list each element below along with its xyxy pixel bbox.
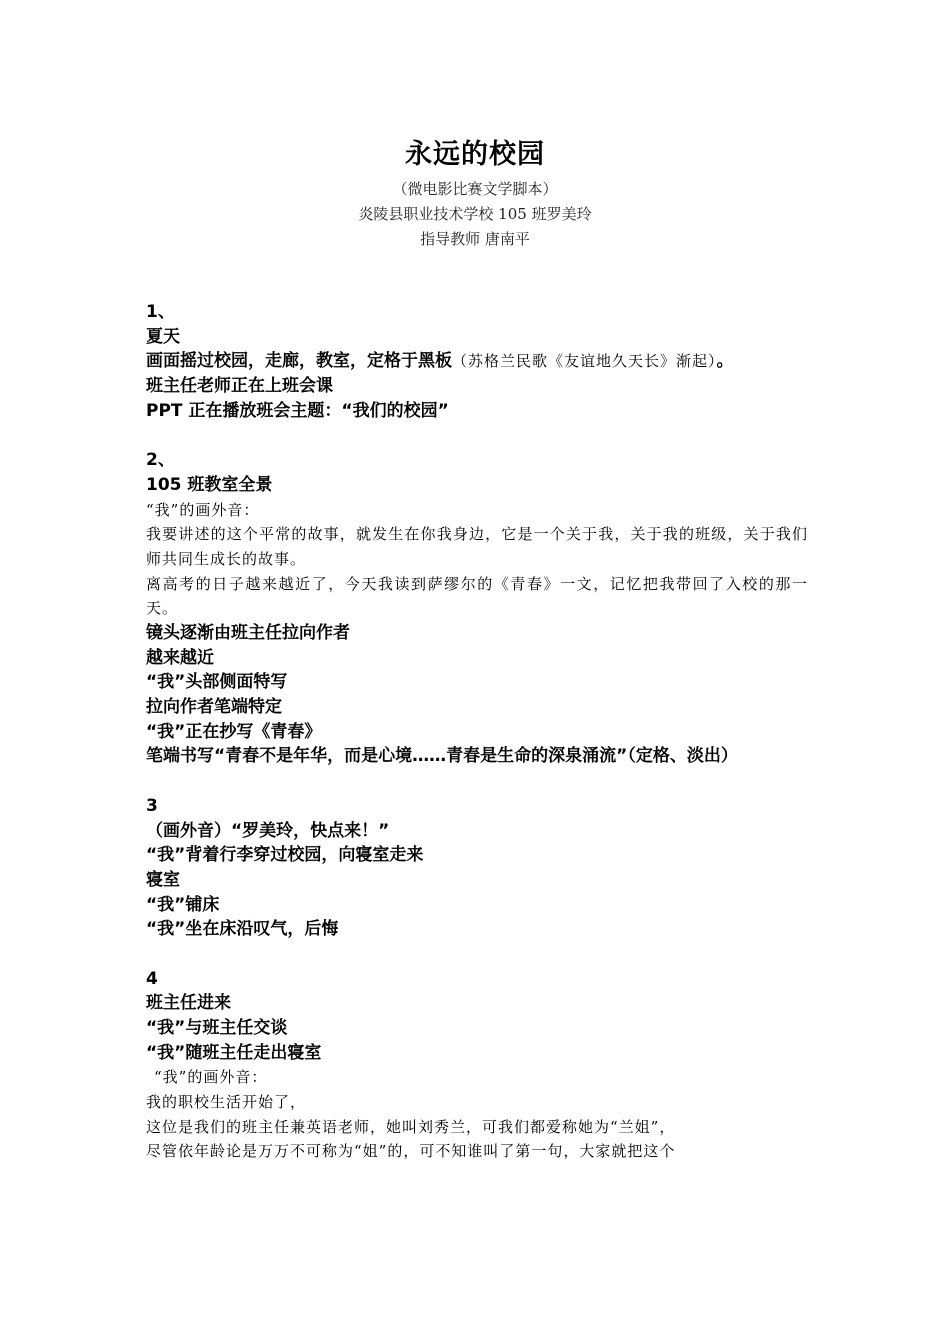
scene-3-number: 3 <box>146 795 158 816</box>
scene-2-voiceover-label: “我”的画外音： <box>146 500 260 519</box>
scene-3-line: 寝室 <box>146 869 180 890</box>
document-title: 永远的校园 <box>405 139 545 170</box>
scene-4-number: 4 <box>146 968 158 989</box>
scene-4-voiceover-label: “我”的画外音： <box>154 1068 268 1087</box>
scene-1-direction: 画面摇过校园，走廊，教室，定格于黑板 <box>146 351 452 372</box>
scene-1-period: 。 <box>716 351 734 372</box>
scene-1-line: 夏天 <box>146 326 180 347</box>
scene-2-line: “我”头部侧面特写 <box>146 672 288 693</box>
scene-1-music-note: （苏格兰民歌《友谊地久天长》渐起） <box>452 352 717 371</box>
scene-4-line: 班主任进来 <box>146 993 231 1014</box>
scene-2-line: 镜头逐渐由班主任拉向作者 <box>146 623 350 644</box>
scene-2-line: 105 班教室全景 <box>146 474 273 495</box>
scene-2-number: 2、 <box>146 450 175 471</box>
spacer <box>146 769 808 794</box>
author-line: 炎陵县职业技术学校 105 班罗美玲 <box>358 205 592 223</box>
document-subtitle: （微电影比赛文学脚本） <box>392 180 558 198</box>
scene-2-narration: 我要讲述的这个平常的故事，就发生在你我身边，它是一个关于我，关于我的班级，关于我们师共同生成长的故事。 <box>146 525 808 568</box>
scene-4-narration: 尽管依年龄论是万万不可称为“姐”的，可不知谁叫了第一句，大家就把这个 <box>146 1142 676 1161</box>
scene-4-narration: 这位是我们的班主任兼英语老师，她叫刘秀兰，可我们都爱称她为“兰姐”， <box>146 1117 676 1136</box>
scene-2-line: 越来越近 <box>146 647 214 668</box>
scene-1-number: 1、 <box>146 302 175 322</box>
scene-1-line <box>146 349 808 374</box>
scene-2-line: 笔端书写“青春不是年华，而是心境……青春是生命的深泉涌流”（定格、淡出） <box>146 746 738 767</box>
scene-3-line: “我”铺床 <box>146 894 220 915</box>
scene-3-line: “我”背着行李穿过校园，向寝室走来 <box>146 845 424 866</box>
spacer <box>146 423 808 448</box>
teacher-line: 指导教师 唐南平 <box>420 230 530 248</box>
scene-2-line: 拉向作者笔端特定 <box>146 697 282 718</box>
scene-2-line: “我”正在抄写《青春》 <box>146 721 322 742</box>
scene-3-line: “我”坐在床沿叹气，后悔 <box>146 919 339 940</box>
spacer <box>146 942 808 967</box>
script-body <box>146 300 808 1164</box>
scene-4-line: “我”与班主任交谈 <box>146 1018 288 1039</box>
scene-4-line: “我”随班主任走出寝室 <box>146 1042 322 1063</box>
scene-3-line: （画外音）“罗美玲，快点来！” <box>146 820 390 841</box>
scene-1-line: PPT 正在播放班会主题：“我们的校园” <box>146 400 449 421</box>
scene-1-line: 班主任老师正在上班会课 <box>146 376 333 397</box>
scene-2-narration: 离高考的日子越来越近了，今天我读到萨缪尔的《青春》一文，记忆把我带回了入校的那一天。 <box>146 574 808 618</box>
scene-4-narration: 我的职校生活开始了， <box>146 1093 307 1112</box>
